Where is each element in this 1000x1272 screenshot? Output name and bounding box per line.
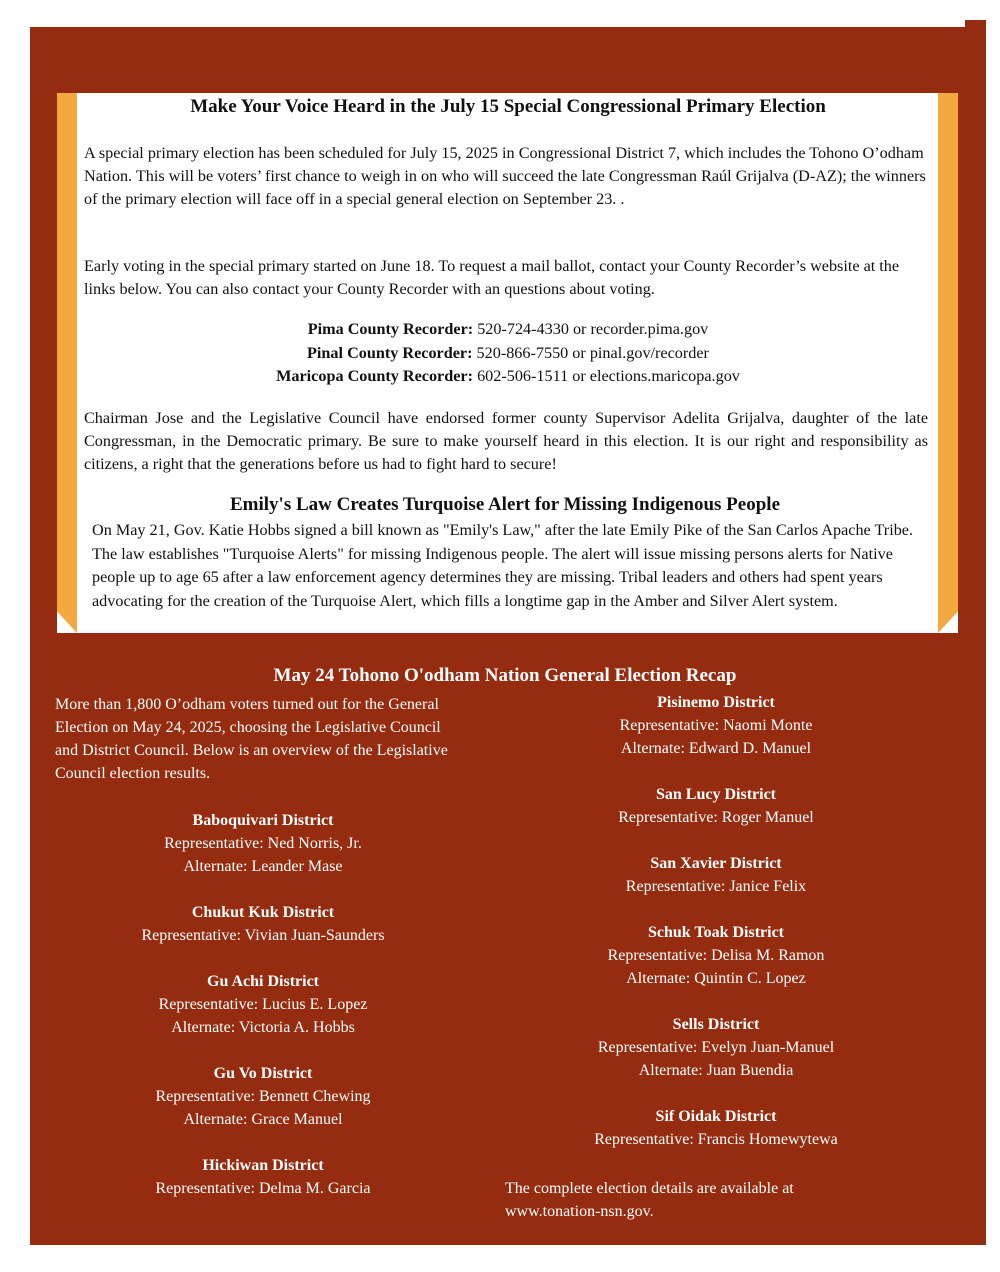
district-hickiwan (90, 1154, 436, 1200)
district-alternate: Alternate: Victoria A. Hobbs (171, 1019, 355, 1036)
district-representative: Representative: Bennett Chewing (155, 1088, 371, 1105)
primary-paragraph-2: Early voting in the special primary started on June 18. To request a mail ballot, contact your County Recorder’s website at the links below. You can also contact your County Recorder with an questions about voting. (84, 257, 900, 298)
left-border (30, 93, 57, 633)
header-band-tab (965, 20, 986, 40)
district-pisinemo (560, 691, 872, 760)
district-name: Chukut Kuk District (191, 904, 335, 921)
district-gu-achi (90, 970, 436, 1039)
district-representative: Representative: Delisa M. Ramon (607, 947, 825, 964)
left-ribbon (57, 93, 77, 633)
district-name: Hickiwan District (202, 1157, 324, 1174)
district-name: San Lucy District (656, 786, 776, 803)
district-chukut-kuk (90, 901, 436, 947)
districts-left-column (90, 809, 436, 1223)
primary-election-heading: Make Your Voice Heard in the July 15 Special Congressional Primary Election (190, 96, 826, 117)
emily-law-body: On May 21, Gov. Katie Hobbs signed a bill known as "Emily's Law," after the late Emily Pike of the San Carlos Apache Tribe. The law establishes "Turquoise Alerts" for missing Indigenous people. The alert will issue missing persons alerts for Native people up to age 65 after a law enforcement agency determines they are missing. Tribal leaders and others had spent years advocating for the creation of the Turquoise Alert, which fills a longtime gap in the Amber and Silver Alert system. (92, 521, 914, 610)
district-baboquivari (90, 809, 436, 878)
district-representative: Representative: Vivian Juan-Saunders (141, 927, 385, 944)
district-alternate: Alternate: Juan Buendia (638, 1062, 794, 1079)
recap-footer-note: The complete election details are available at www.tonation-nsn.gov. (505, 1180, 794, 1220)
recorder-pinal: Pinal County Recorder: 520-866-7550 or pinal.gov/recorder (307, 343, 709, 362)
district-name: Sells District (672, 1016, 760, 1033)
district-alternate: Alternate: Grace Manuel (183, 1111, 343, 1128)
right-ribbon (938, 93, 958, 633)
election-recap-section (30, 633, 986, 1245)
district-name: Baboquivari District (192, 812, 334, 829)
district-representative: Representative: Janice Felix (625, 878, 807, 895)
emily-law-heading: Emily's Law Creates Turquoise Alert for Missing Indigenous People (230, 494, 780, 515)
recap-intro: More than 1,800 O’odham voters turned out for the General Election on May 24, 2025, choosing the Legislative Council and District Council. Below is an overview of the Legislative Council election results. (55, 696, 448, 782)
primary-paragraph-3: Chairman Jose and the Legislative Council have endorsed former county Supervisor Adelita Grijalva, daughter of the late Congressman, in the Democratic primary. Be sure to make yourself heard in this election. It is our right and responsibility as citizens, a right that the generations before us had to fight hard to secure! (84, 409, 928, 473)
district-sif-oidak (560, 1105, 872, 1151)
district-representative: Representative: Ned Norris, Jr. (164, 835, 362, 852)
district-san-xavier (560, 852, 872, 898)
districts-right-column (560, 691, 872, 1174)
district-alternate: Alternate: Edward D. Manuel (620, 740, 812, 757)
district-representative: Representative: Lucius E. Lopez (158, 996, 368, 1013)
district-gu-vo (90, 1062, 436, 1131)
district-name: San Xavier District (650, 855, 782, 872)
recorder-maricopa: Maricopa County Recorder: 602-506-1511 or elections.maricopa.gov (276, 367, 740, 385)
district-name: Sif Oidak District (655, 1108, 777, 1125)
recorder-pima: Pima County Recorder: 520-724-4330 or recorder.pima.gov (307, 320, 709, 338)
primary-paragraph-1: A special primary election has been scheduled for July 15, 2025 in Congressional District 7, which includes the Tohono O’odham Nation. This will be voters’ first chance to weigh in on who will succeed the late Congressman Raúl Grijalva (D-AZ); the winners of the primary election will face off in a special general election on September 23. . (84, 144, 926, 208)
district-name: Schuk Toak District (647, 924, 785, 941)
district-schuk-toak (560, 921, 872, 990)
district-representative: Representative: Delma M. Garcia (155, 1180, 371, 1197)
district-representative: Representative: Naomi Monte (619, 717, 813, 734)
district-representative: Representative: Francis Homewytewa (594, 1131, 838, 1148)
district-alternate: Alternate: Quintin C. Lopez (626, 970, 806, 987)
district-representative: Representative: Roger Manuel (618, 809, 814, 826)
right-border (958, 93, 986, 633)
recap-heading: May 24 Tohono O'odham Nation General Election Recap (273, 665, 737, 686)
district-sells (560, 1013, 872, 1082)
district-name: Pisinemo District (657, 694, 775, 711)
district-alternate: Alternate: Leander Mase (183, 858, 343, 875)
district-name: Gu Vo District (213, 1065, 313, 1082)
district-representative: Representative: Evelyn Juan-Manuel (597, 1039, 835, 1056)
district-san-lucy (560, 783, 872, 829)
county-recorders-list (78, 318, 938, 389)
district-name: Gu Achi District (207, 973, 319, 990)
header-band (30, 27, 986, 93)
